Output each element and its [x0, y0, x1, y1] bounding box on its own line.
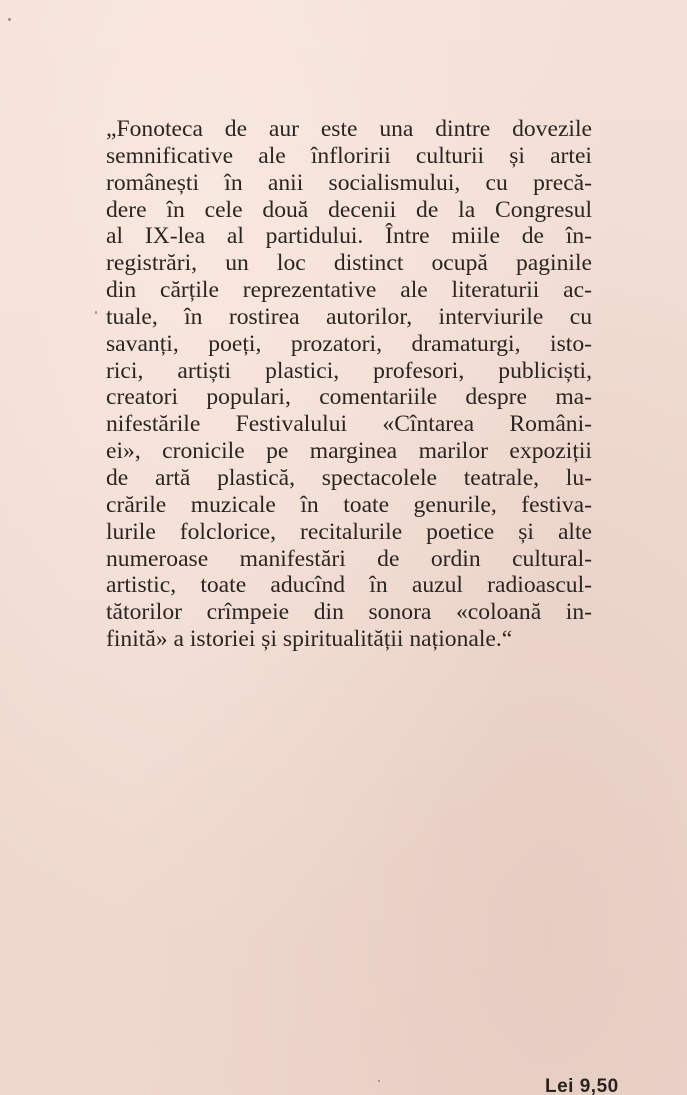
quote-line: lurile folclorice, recitalurile poetice și alte — [106, 518, 592, 545]
quote-line: românești în anii socialismului, cu precă- — [106, 169, 592, 196]
quote-line: tătorilor crîmpeie din sonora «coloană in- — [106, 599, 592, 626]
cover-quote — [106, 116, 592, 653]
quote-line: creatori populari, comentariile despre ma- — [106, 384, 592, 411]
quote-line: numeroase manifestări de ordin cultural- — [106, 545, 592, 572]
quote-line: „Fonoteca de aur este una dintre dovezile — [106, 116, 592, 142]
quote-line: nifestările Festivalului «Cîntarea Români- — [106, 411, 592, 438]
quote-line: registrări, un loc distinct ocupă paginile — [106, 250, 592, 277]
quote-line: semnificative ale înfloririi culturii și artei — [106, 142, 592, 169]
quote-line: tuale, în rostirea autorilor, interviurile cu — [106, 303, 592, 330]
quote-line: din cărțile reprezentative ale literaturii ac- — [106, 277, 592, 304]
quote-line: artistic, toate aducînd în auzul radioascul- — [106, 572, 592, 599]
quote-line: de artă plastică, spectacolele teatrale, lu- — [106, 464, 592, 491]
quote-line: ei», cronicile pe marginea marilor expoziții — [106, 438, 592, 465]
quote-line: dere în cele două decenii de la Congresul — [106, 196, 592, 223]
paper-speck — [95, 311, 97, 314]
paper-speck — [378, 1080, 380, 1082]
paper-speck — [8, 18, 11, 21]
quote-line: rici, artiști plastici, profesori, publiciști, — [106, 357, 592, 384]
quote-line: al IX-lea al partidului. Între miile de în- — [106, 223, 592, 250]
quote-line: crările muzicale în toate genurile, festiva- — [106, 491, 592, 518]
quote-line: savanți, poeți, prozatori, dramaturgi, isto- — [106, 330, 592, 357]
price-label: Lei 9,50 — [545, 1076, 619, 1095]
quote-line: finită» a istoriei și spiritualității naționale.“ — [106, 626, 513, 653]
